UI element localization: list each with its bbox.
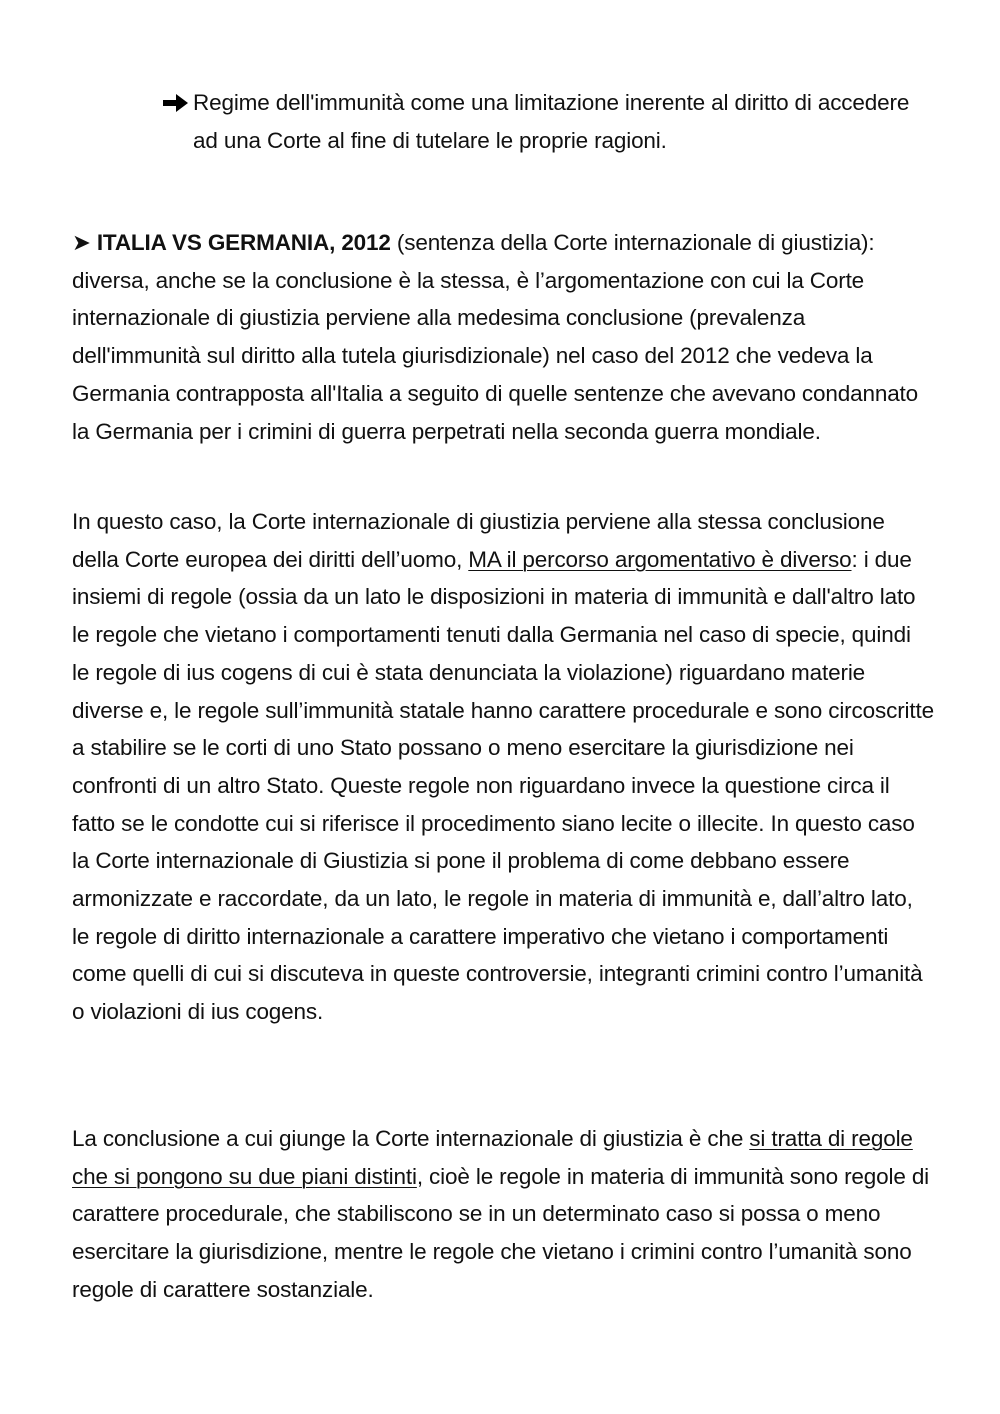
intro-point-text: Regime dell'immunità come una limitazione inerente al diritto di accedere ad una Corte al fine di tutelare le proprie ragioni. — [193, 90, 910, 153]
paragraph-conclusione — [72, 1120, 934, 1309]
section-body-text: (sentenza della Corte internazionale di giustizia): diversa, anche se la conclusione è la stessa, è l’argomentazione con cui la Corte internazionale di giustizia perviene alla medesima conclusione (prevalenza dell'immunità sul diritto alla tutela giurisdizionale) nel caso del 2012 che vedeva la Germania contrapposta all'Italia a seguito di quelle sentenze che avevano condannato la Germania per i crimini di guerra perpetrati nella seconda guerra mondiale. — [72, 230, 919, 444]
bullet-arrowhead-icon: ➤ — [72, 230, 91, 255]
paragraph-2-after: : i due insiemi di regole (ossia da un lato le disposizioni in materia di immunità e dall'altro lato le regole che vietano i comportamenti tenuti dalla Germania nel caso di specie, quindi le regole di ius cogens di cui è stata denunciata la violazione) riguardano materie diverse e, le regole sull’immunità statale hanno carattere procedurale e sono circoscritte a stabilire se le corti di uno Stato possano o meno esercitare la giurisdizione nei confronti di un altro Stato. Queste regole non riguardano invece la questione circa il fatto se le condotte cui si riferisce il procedimento siano lecite o illecite. In questo caso la Corte internazionale di Giustizia si pone il problema di come debbano essere armonizzate e raccordate, da un lato, le regole in materia di immunità e, dall’altro lato, le regole di diritto internazionale a carattere imperativo che vietano i comportamenti come quelli di cui si discuteva in queste controversie, integranti crimini contro l’umanità o violazioni di ius cogens. — [72, 546, 934, 1025]
right-arrow-icon — [162, 92, 190, 114]
paragraph-3-after: , cioè le regole in materia di immunità sono regole di carattere procedurale, che stabiliscono se in un determinato caso si possa o meno esercitare la giurisdizione, mentre le regole che vietano i crimini contro l’umanità sono regole di carattere sostanziale. — [72, 1163, 930, 1302]
paragraph-3-before: La conclusione a cui giunge la Corte internazionale di giustizia è che — [72, 1126, 750, 1151]
intro-arrow-point — [162, 84, 922, 159]
paragraph-3-underlined: si tratta di regole che si pongono su due piani distinti — [72, 1126, 913, 1189]
paragraph-2-before: In questo caso, la Corte internazionale di giustizia perviene alla stessa conclusione della Corte europea dei diritti dell’uomo, — [72, 509, 885, 572]
paragraph-2-underlined: MA il percorso argomentativo è diverso — [468, 546, 852, 572]
paragraph-percorso-argomentativo — [72, 503, 934, 1031]
section-italia-germania — [72, 224, 934, 450]
section-heading: ITALIA VS GERMANIA, 2012 — [96, 230, 391, 255]
